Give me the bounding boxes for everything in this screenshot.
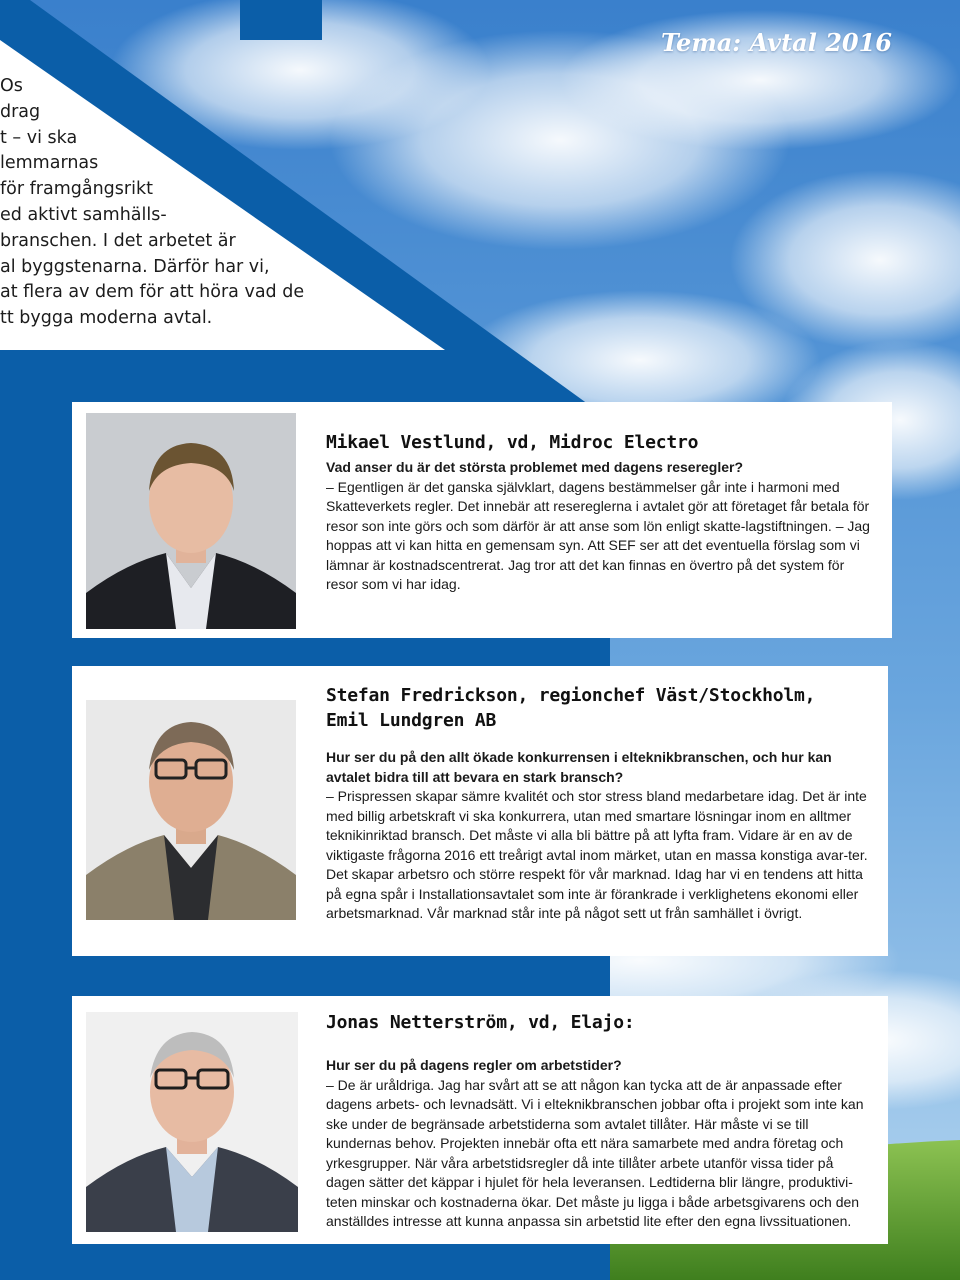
- house-chimney: [240, 0, 322, 40]
- intro-line: drag: [0, 101, 41, 122]
- intro-line: tt bygga moderna avtal.: [0, 308, 213, 329]
- interviewee-name: Stefan Fredrickson, regionchef Väst/Stockholm, Emil Lundgren AB: [326, 685, 816, 731]
- interview-answer: – Prispressen skapar sämre kvalitét och stor stress bland medarbetare idag. Det är inte med billig arbetskraft vi ska konkurrera, utan med smartare lösningar inom en alltmer teknikinriktad bransch. Det måste vi alla bli bättre på att lyfta fram. Vidare är en av de viktigaste frågorna 2016 ett treårigt avtal inom märket, utan en massa konstiga avar-ter. Det skapar arbetsro och större respekt för vår marknad. Idag har vi en tendens att hitta på egna spår i Installationsavtalet som inte är förankrade i verklighetens ekonomi eller arbetsmarknad. Vår marknad står inte på något sett ut från samhället i övrigt.: [326, 788, 868, 921]
- intro-text: [0, 74, 330, 332]
- intro-line: för framgångsrikt: [0, 179, 153, 200]
- interview-text: [326, 748, 874, 924]
- portrait-mikael-vestlund: [86, 413, 296, 629]
- interview-text: [326, 458, 874, 595]
- interview-question: Vad anser du är det största problemet med dagens reseregler?: [326, 459, 744, 475]
- intro-line: t – vi ska: [0, 127, 78, 148]
- interview-answer: – De är uråldriga. Jag har svårt att se att någon kan tycka att de är anpassade efter dagens arbets- och levnadsätt. Vi i elteknikbranschen jobbar ofta i projekt som inte kan ske under de begränsade arbetstiderna som avtalet tillåter. Här måste vi se till kundernas behov. Projekten innebär ofta ett nära samarbete med andra företag och yrkesgrupper. När våra arbetstidsregler då inte tillåter arbete utanför vissa tider på dagen sätter det käppar i hjulet för hela leveransen. Ledtiderna blir längre, produktivi-teten minskar och kostnaderna ökar. Det måste ju ligga i både arbetsgivarens och den anställdes intresse att kunna anpassa sin arbetstid lite efter den egna livssituationen.: [326, 1076, 864, 1229]
- portrait-stefan-fredrickson: [86, 700, 296, 920]
- interview-answer: – Egentligen är det ganska självklart, dagens bestämmelser går inte i harmoni med Skatteverkets regler. Det innebär att resereglerna i avtalet gör att företaget får betala för resor son inte görs och som därför är att anse som lön enligt skatte-lagstiftningen. – Jag hoppas att vi kan hitta en gemensam syn. Att SEF ser att det eventuella förslag som vi lämnar är kostnadscentrerat. Jag tror att det kan finnas en övertro på det system för resor som vi har idag.: [326, 478, 870, 592]
- interviewee-name: Mikael Vestlund, vd, Midroc Electro: [326, 432, 699, 453]
- intro-line: Os: [0, 76, 23, 96]
- intro-line: ed aktivt samhälls-: [0, 204, 167, 225]
- intro-line: lemmarnas: [0, 153, 99, 174]
- section-theme-tag: Tema: Avtal 2016: [660, 28, 892, 57]
- portrait-jonas-netterstrom: [86, 1012, 298, 1232]
- interview-question: Hur ser du på dagens regler om arbetstider?: [326, 1057, 622, 1073]
- interview-text: [326, 1056, 866, 1232]
- intro-line: at flera av dem för att höra vad de: [0, 282, 305, 303]
- intro-line: al byggstenarna. Därför har vi,: [0, 256, 270, 277]
- intro-line: branschen. I det arbetet är: [0, 230, 236, 251]
- interviewee-name: Jonas Netterström, vd, Elajo:: [326, 1012, 635, 1033]
- interview-question: Hur ser du på den allt ökade konkurrensen i elteknikbranschen, och hur kan avtalet bidra till att bevara en stark bransch?: [326, 749, 832, 785]
